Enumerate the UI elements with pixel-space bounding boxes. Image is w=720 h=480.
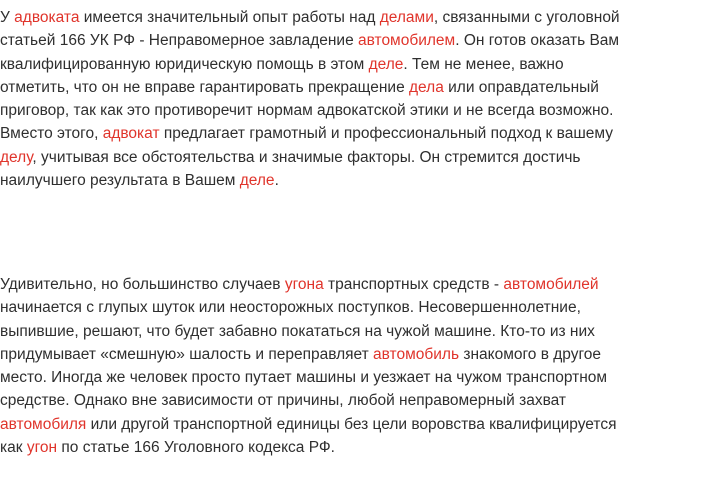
text-segment: Удивительно, но большинство случаев — [0, 276, 285, 293]
text-line — [0, 146, 720, 169]
keyword-link[interactable]: дела — [409, 78, 444, 96]
text-segment: выпившие, решают, что будет забавно покататься на чужой машине. Кто-то из них — [0, 322, 595, 340]
text-segment: статьей 166 УК РФ - Неправомерное завладение — [0, 32, 358, 50]
keyword-link[interactable]: автомобиль — [373, 345, 460, 363]
text-segment: , учитывая все обстоятельства и значимые факторы. Он стремится достичь — [32, 148, 581, 166]
text-segment: транспортных средств - — [323, 276, 504, 293]
text-segment: приговор, так как это противоречит нормам адвокатской этики и не всегда возможно. — [0, 102, 614, 120]
text-segment: . Тем не менее, важно — [403, 55, 564, 73]
text-line — [0, 413, 720, 436]
paragraph-car-theft — [0, 273, 720, 459]
text-line — [0, 273, 720, 296]
text-line — [0, 389, 720, 412]
text-segment: или оправдательный — [443, 78, 599, 96]
text-line — [0, 320, 720, 343]
keyword-link[interactable]: автомобиля — [0, 415, 87, 433]
text-line — [0, 169, 720, 192]
keyword-link[interactable]: адвоката — [14, 9, 80, 26]
text-segment: по статье 166 Уголовного кодекса РФ. — [57, 439, 335, 457]
keyword-link[interactable]: угона — [284, 276, 324, 293]
text-segment: имеется значительный опыт работы над — [79, 9, 380, 26]
text-segment: , связанными с уголовной — [433, 9, 620, 26]
text-segment: Вместо этого, — [0, 125, 103, 143]
text-line — [0, 343, 720, 366]
text-line — [0, 296, 720, 319]
text-segment: начинается с глупых шуток или неосторожных поступков. Несовершеннолетние, — [0, 299, 581, 317]
keyword-link[interactable]: деле — [239, 172, 275, 190]
text-segment: . Он готов оказать Вам — [455, 32, 620, 50]
paragraph-lawyer-experience — [0, 6, 720, 192]
text-segment: отметить, что он не вправе гарантировать прекращение — [0, 78, 409, 96]
keyword-link[interactable]: адвокат — [102, 125, 160, 143]
keyword-link[interactable]: деле — [368, 55, 404, 73]
text-segment: предлагает грамотный и профессиональный подход к вашему — [159, 125, 613, 143]
text-segment: . — [274, 172, 279, 190]
text-segment: квалифицированную юридическую помощь в этом — [0, 55, 369, 73]
text-segment: придумывает «смешную» шалость и переправляет — [0, 345, 374, 363]
text-line — [0, 29, 720, 52]
keyword-link[interactable]: угон — [26, 439, 58, 457]
keyword-link[interactable]: делами — [379, 9, 434, 26]
text-line — [0, 76, 720, 99]
text-segment: наилучшего результата в Вашем — [0, 172, 240, 190]
text-line — [0, 436, 720, 459]
keyword-link[interactable]: автомобилем — [358, 32, 456, 50]
keyword-link[interactable]: делу — [0, 148, 33, 166]
text-line — [0, 99, 720, 122]
text-line — [0, 6, 720, 29]
text-segment: как — [0, 439, 27, 457]
text-line — [0, 366, 720, 389]
text-segment: или другой транспортной единицы без цели воровства квалифицируется — [86, 415, 617, 433]
text-segment: У — [0, 9, 15, 26]
text-segment: знакомого в другое — [459, 345, 602, 363]
keyword-link[interactable]: автомобилей — [503, 276, 599, 293]
text-segment: место. Иногда же человек просто путает машины и уезжает на чужом транспортном — [0, 369, 608, 387]
text-line — [0, 122, 720, 145]
text-line — [0, 53, 720, 76]
text-segment: средстве. Однако вне зависимости от причины, любой неправомерный захват — [0, 392, 567, 410]
